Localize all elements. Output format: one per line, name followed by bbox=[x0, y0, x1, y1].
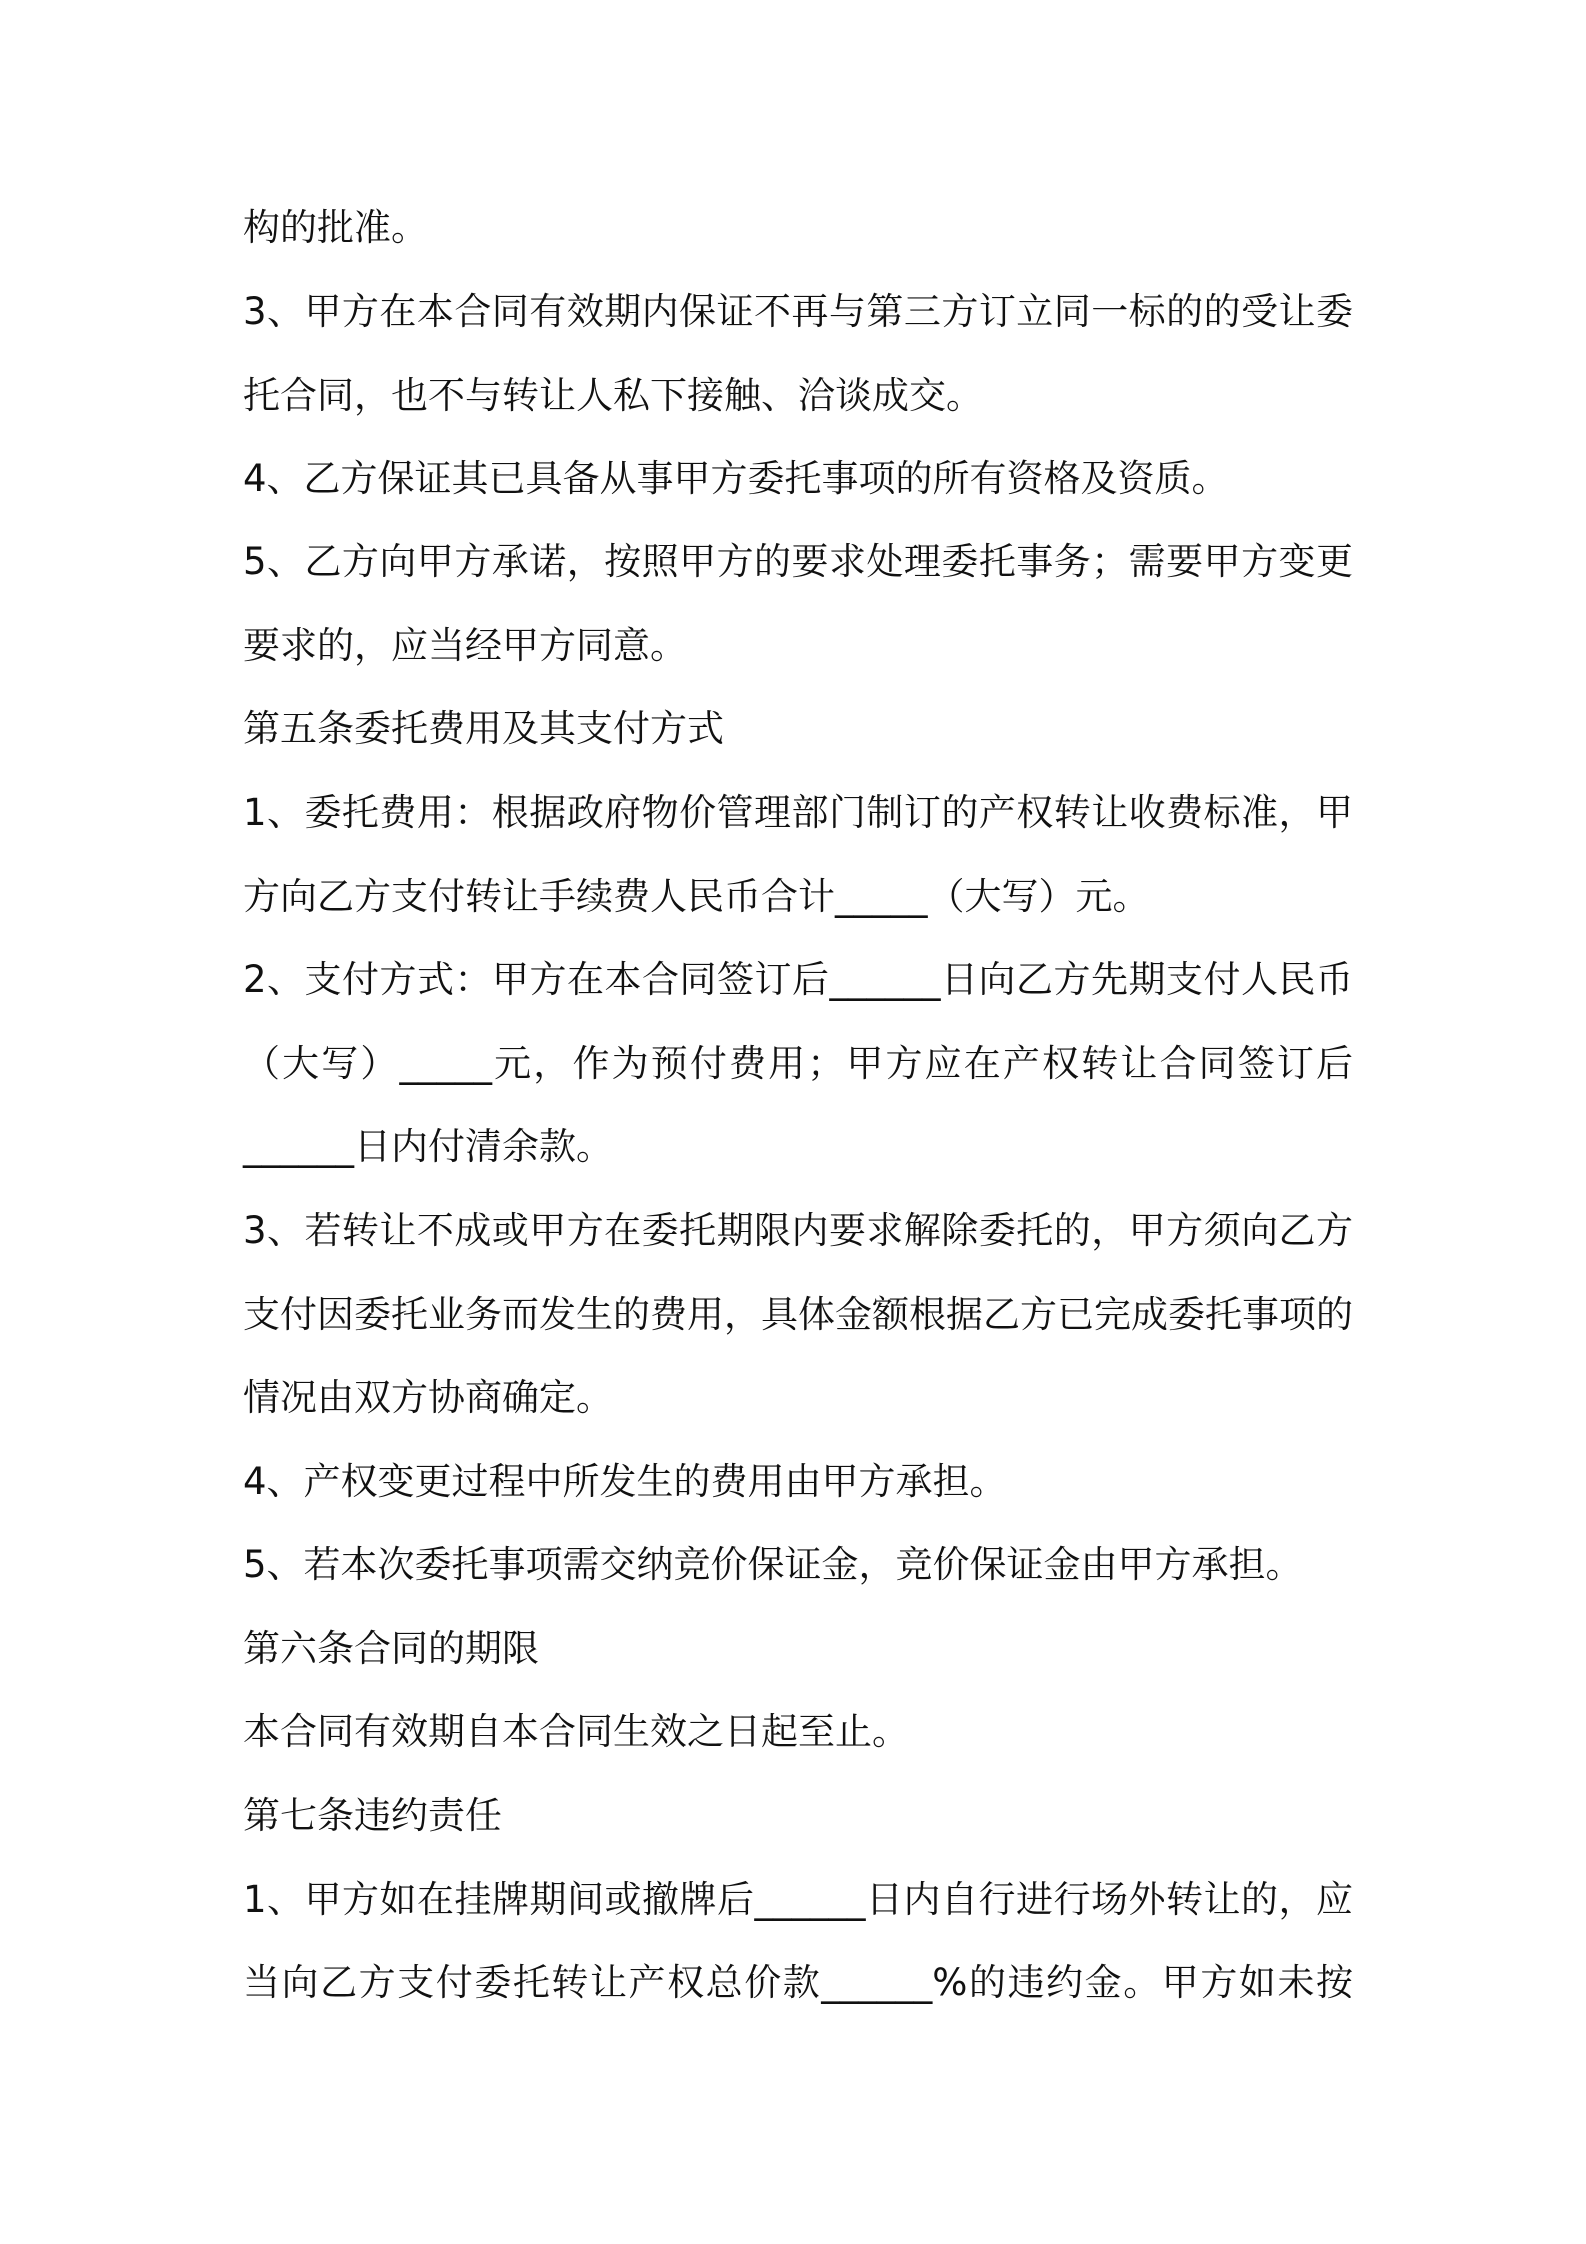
text-line: 3、若转让不成或甲方在委托期限内要求解除委托的，甲方须向乙方 bbox=[243, 1209, 1353, 1252]
text-line: 情况由双方协商确定。 bbox=[243, 1376, 613, 1419]
text-line: ______日内付清余款。 bbox=[243, 1125, 613, 1168]
text-line: 支付因委托业务而发生的费用，具体金额根据乙方已完成委托事项的 bbox=[243, 1293, 1353, 1336]
text-line: 托合同，也不与转让人私下接触、洽谈成交。 bbox=[243, 374, 983, 417]
text-line: 本合同有效期自本合同生效之日起至止。 bbox=[243, 1710, 909, 1753]
section-heading: 第七条违约责任 bbox=[243, 1794, 502, 1837]
text-line: 要求的，应当经甲方同意。 bbox=[243, 624, 687, 667]
text-line: 5、若本次委托事项需交纳竞价保证金，竞价保证金由甲方承担。 bbox=[243, 1543, 1303, 1586]
text-line: 1、甲方如在挂牌期间或撤牌后______日内自行进行场外转让的，应 bbox=[243, 1878, 1353, 1921]
section-heading: 第五条委托费用及其支付方式 bbox=[243, 707, 724, 750]
text-line: 4、产权变更过程中所发生的费用由甲方承担。 bbox=[243, 1460, 1007, 1503]
text-line: 方向乙方支付转让手续费人民币合计_____（大写）元。 bbox=[243, 875, 1150, 918]
text-line: 当向乙方支付委托转让产权总价款______%的违约金。甲方如未按 bbox=[243, 1961, 1353, 2004]
text-line: 5、乙方向甲方承诺，按照甲方的要求处理委托事务；需要甲方变更 bbox=[243, 540, 1353, 583]
text-line: 2、支付方式：甲方在本合同签订后______日向乙方先期支付人民币 bbox=[243, 958, 1353, 1001]
text-line: 3、甲方在本合同有效期内保证不再与第三方订立同一标的的受让委 bbox=[243, 290, 1353, 333]
text-line: 4、乙方保证其已具备从事甲方委托事项的所有资格及资质。 bbox=[243, 457, 1229, 500]
text-line: （大写）_____元，作为预付费用；甲方应在产权转让合同签订后 bbox=[243, 1042, 1353, 1085]
section-heading: 第六条合同的期限 bbox=[243, 1627, 539, 1670]
text-line: 1、委托费用：根据政府物价管理部门制订的产权转让收费标准，甲 bbox=[243, 791, 1353, 834]
text-line: 构的批准。 bbox=[243, 206, 428, 249]
